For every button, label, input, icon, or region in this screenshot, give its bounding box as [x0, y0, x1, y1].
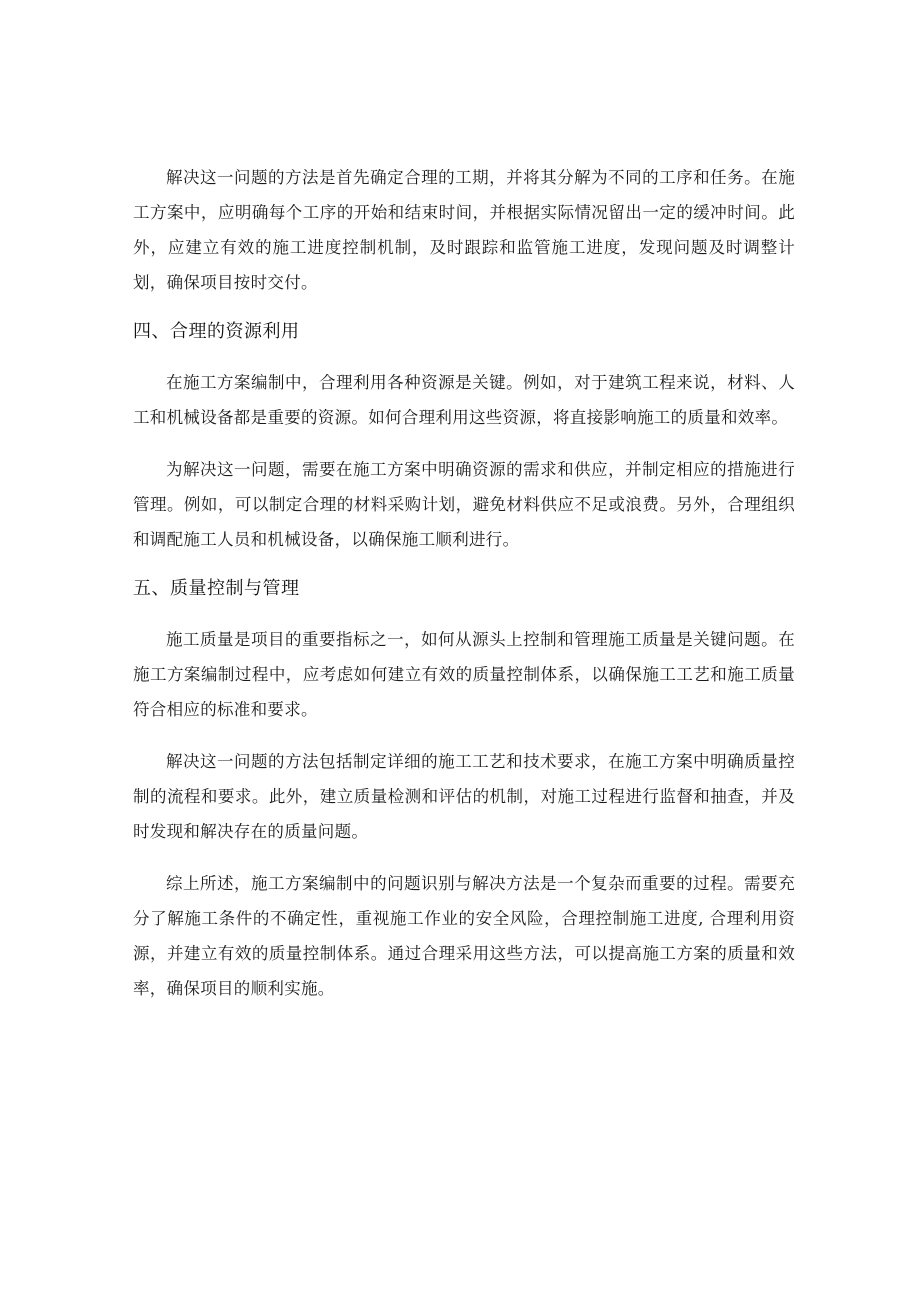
paragraph-conclusion: 综上所述，施工方案编制中的问题识别与解决方法是一个复杂而重要的过程。需要充分了解施工条件的不确定性，重视施工作业的安全风险，合理控制施工进度, 合理利用资源，并建立有效的质量控制体系。通过合理采用这些方法，可以提高施工方案的质量和效率，确保项目的顺利实施。 [133, 874, 795, 998]
document-body [133, 160, 795, 1023]
paragraph-resource-problem: 在施工方案编制中，合理利用各种资源是关键。例如，对于建筑工程来说，材料、人工和机械设备都是重要的资源。如何合理利用这些资源，将直接影响施工的质量和效率。 [133, 373, 795, 427]
paragraph-resource-solution: 为解决这一问题，需要在施工方案中明确资源的需求和供应，并制定相应的措施进行管理。例如，可以制定合理的材料采购计划，避免材料供应不足或浪费。另外，合理组织和调配施工人员和机械设备，以确保施工顺利进行。 [133, 460, 795, 549]
paragraph-schedule-solution: 解决这一问题的方法是首先确定合理的工期，并将其分解为不同的工序和任务。在施工方案中，应明确每个工序的开始和结束时间，并根据实际情况留出一定的缓冲时间。此外，应建立有效的施工进度控制机制，及时跟踪和监管施工进度，发现问题及时调整计划，确保项目按时交付。 [133, 168, 795, 292]
heading-resource-utilization: 四、合理的资源利用 [133, 321, 300, 342]
paragraph-quality-problem: 施工质量是项目的重要指标之一，如何从源头上控制和管理施工质量是关键问题。在施工方案编制过程中，应考虑如何建立有效的质量控制体系，以确保施工工艺和施工质量符合相应的标准和要求。 [133, 630, 795, 719]
paragraph-quality-solution: 解决这一问题的方法包括制定详细的施工工艺和技术要求，在施工方案中明确质量控制的流程和要求。此外，建立质量检测和评估的机制，对施工过程进行监督和抽查，并及时发现和解决存在的质量问题。 [133, 752, 795, 841]
heading-quality-control: 五、质量控制与管理 [133, 578, 300, 599]
